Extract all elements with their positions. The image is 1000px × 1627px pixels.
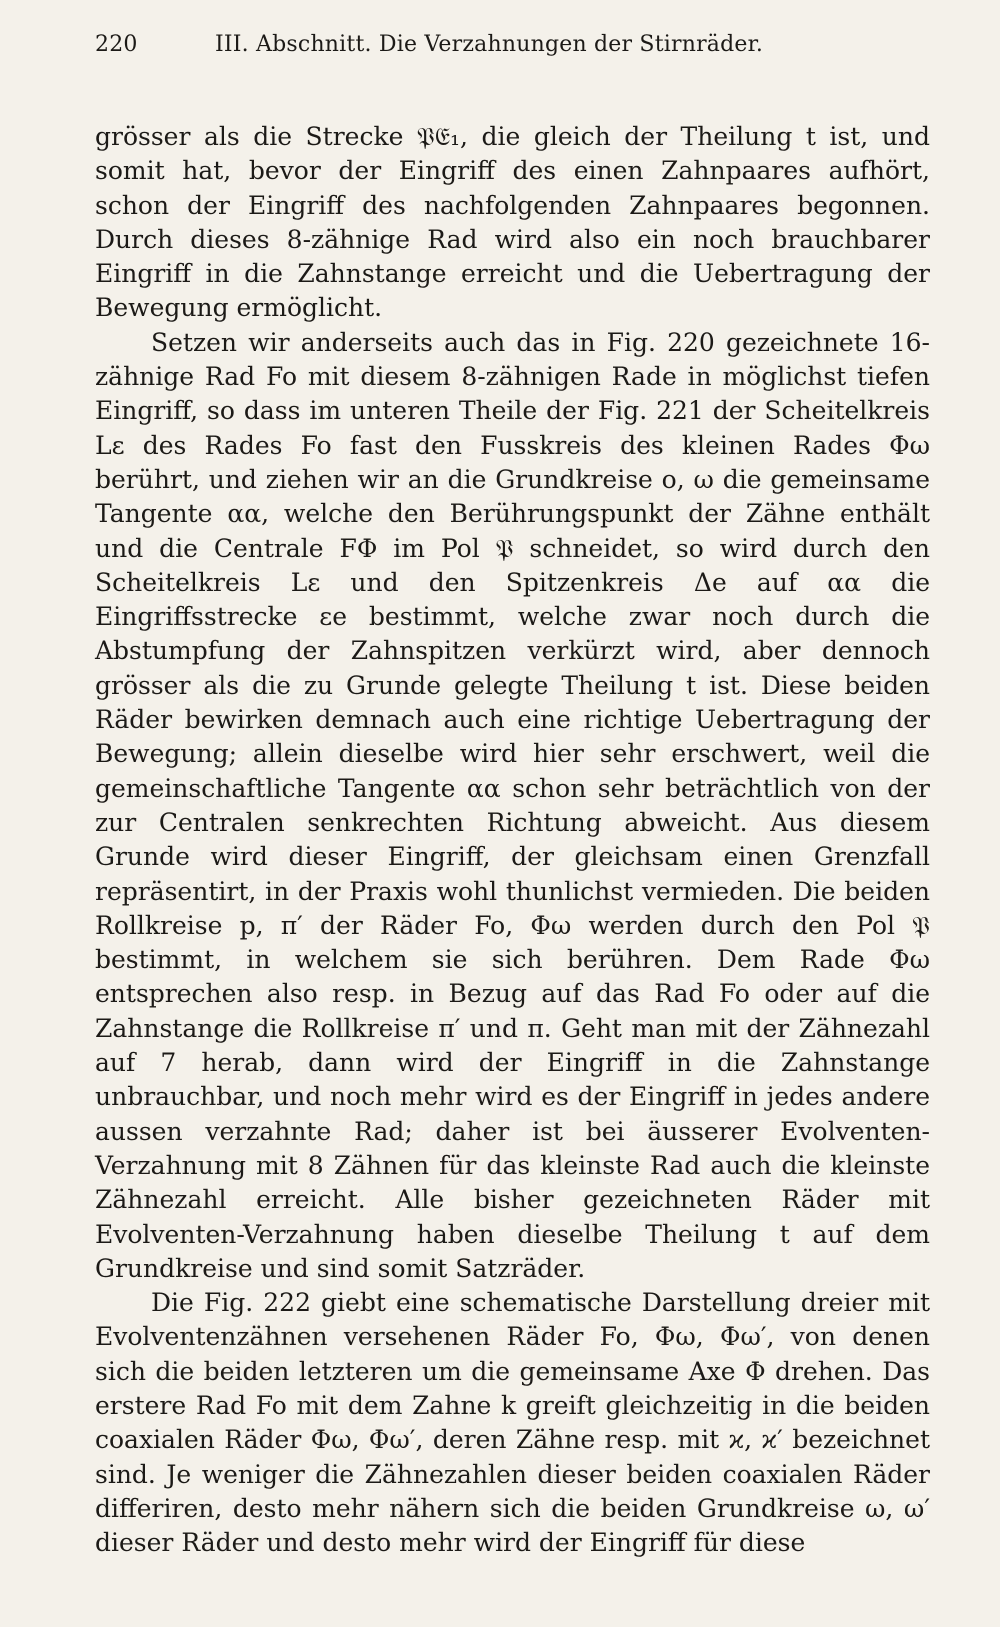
page-number: 220	[95, 32, 138, 57]
running-title: III. Abschnitt. Die Verzahnungen der Stirnräder.	[215, 32, 764, 57]
paragraph-continuation: grösser als die Strecke 𝔓𝔈₁, die gleich der Theilung t ist, und somit hat, bevor der Eingriff des einen Zahnpaares aufhört, schon der Eingriff des nachfolgenden Zahnpaares begonnen. Durch dieses 8-zähnige Rad wird also ein noch brauchbarer Eingriff in die Zahnstange erreicht und die Uebertragung der Bewegung ermöglicht.	[95, 122, 930, 323]
paragraph-fig-220-221: Setzen wir anderseits auch das in Fig. 220 gezeichnete 16-zähnige Rad Fo mit diesem 8-zähnigen Rade in möglichst tiefen Eingriff, so dass im unteren Theile der Fig. 221 der Scheitelkreis Lε des Rades Fo fast den Fusskreis des kleinen Rades Φω berührt, und ziehen wir an die Grundkreise o, ω die gemeinsame Tangente αα, welche den Berührungspunkt der Zähne enthält und die Centrale FΦ im Pol 𝔓 schneidet, so wird durch den Scheitelkreis Lε und den Spitzenkreis Δe auf αα die Eingriffsstrecke εe bestimmt, welche zwar noch durch die Abstumpfung der Zahnspitzen verkürzt wird, aber dennoch grösser als die zu Grunde gelegte Theilung t ist. Diese beiden Räder bewirken demnach auch eine richtige Uebertragung der Bewegung; allein dieselbe wird hier sehr erschwert, weil die gemeinschaftliche Tangente αα schon sehr beträchtlich von der zur Centralen senkrechten Richtung abweicht. Aus diesem Grunde wird dieser Eingriff, der gleichsam einen Grenzfall repräsentirt, in der Praxis wohl thunlichst vermieden. Die beiden Rollkreise p, π′ der Räder Fo, Φω werden durch den Pol 𝔓 bestimmt, in welchem sie sich berühren. Dem Rade Φω entsprechen also resp. in Bezug auf das Rad Fo oder auf die Zahnstange die Rollkreise π′ und π. Geht man mit der Zähnezahl auf 7 herab, dann wird der Eingriff in die Zahnstange unbrauchbar, und noch mehr wird es der Eingriff in jedes andere aussen verzahnte Rad; daher ist bei äusserer Evolventen-Verzahnung mit 8 Zähnen für das kleinste Rad auch die kleinste Zähnezahl erreicht. Alle bisher gezeichneten Räder mit Evolventen-Verzahnung haben dieselbe Theilung t auf dem Grundkreise und sind somit Satzräder.	[95, 327, 930, 1283]
paragraph-fig-222: Die Fig. 222 giebt eine schematische Darstellung dreier mit Evolventenzähnen versehenen Räder Fo, Φω, Φω′, von denen sich die beiden letzteren um die gemeinsame Axe Φ drehen. Das erstere Rad Fo mit dem Zahne k greift gleichzeitig in die beiden coaxialen Räder Φω, Φω′, deren Zähne resp. mit ϰ, ϰ′ bezeichnet sind. Je weniger die Zähnezahlen dieser beiden coaxialen Räder differiren, desto mehr nähern sich die beiden Grundkreise ω, ω′ dieser Räder und desto mehr wird der Eingriff für diese	[95, 1288, 930, 1558]
running-head	[95, 32, 930, 72]
body-text	[95, 120, 930, 1560]
